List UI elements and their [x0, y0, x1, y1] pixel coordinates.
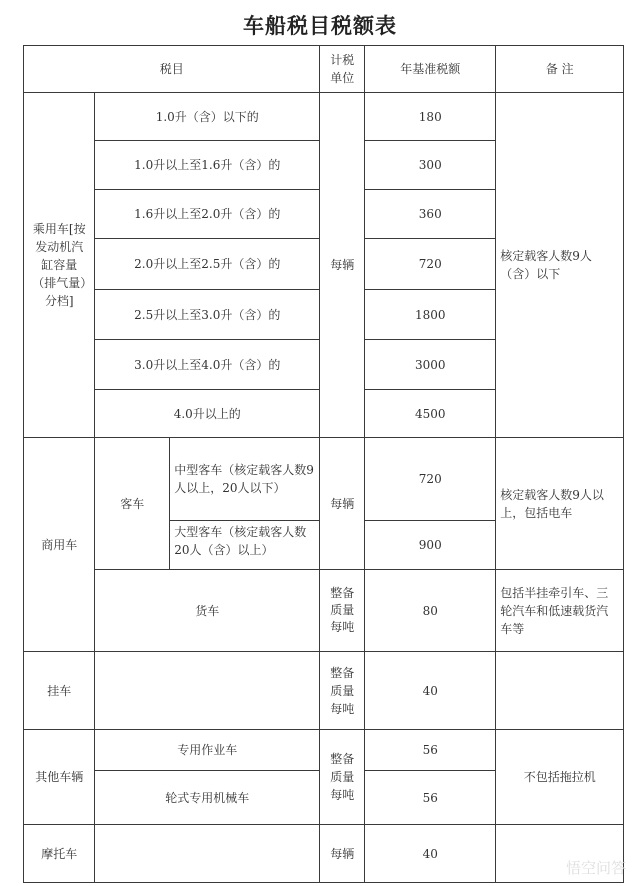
motorcycle-label: 摩托车 — [23, 824, 95, 883]
amount-cell: 720 — [364, 437, 496, 521]
other-label: 其他车辆 — [23, 729, 95, 825]
amount-cell: 4500 — [364, 389, 496, 438]
amount-cell: 40 — [364, 824, 496, 883]
table-row: 轮式专用机械车 — [94, 770, 320, 825]
empty-cell — [94, 651, 320, 730]
table-row: 1.0升以上至1.6升（含）的 — [94, 140, 320, 190]
table-row: 4.0升以上的 — [94, 389, 320, 438]
truck-remark: 包括半挂牵引车、三轮汽车和低速载货汽车等 — [495, 569, 624, 652]
other-remark: 不包括拖拉机 — [495, 729, 624, 825]
amount-cell: 300 — [364, 140, 496, 190]
truck-unit-text: 整备质量每吨 — [330, 586, 355, 635]
other-unit — [319, 729, 365, 825]
table-row: 2.5升以上至3.0升（含）的 — [94, 289, 320, 340]
header-unit-text: 计税单位 — [330, 53, 355, 86]
motorcycle-unit: 每辆 — [319, 824, 365, 883]
trailer-unit-text: 整备质量每吨 — [330, 665, 355, 716]
amount-cell: 900 — [364, 520, 496, 570]
amount-cell: 180 — [364, 92, 496, 141]
table-row: 2.0升以上至2.5升（含）的 — [94, 238, 320, 290]
truck-label: 货车 — [94, 569, 320, 652]
amount-cell: 3000 — [364, 339, 496, 390]
empty-cell — [94, 824, 320, 883]
table-row: 1.0升（含）以下的 — [94, 92, 320, 141]
bus-unit: 每辆 — [319, 437, 365, 570]
page-title: 车船税目税额表 — [243, 13, 397, 38]
passenger-remark: 核定载客人数9人（含）以下 — [495, 92, 624, 438]
table-row: 专用作业车 — [94, 729, 320, 771]
watermark: 悟空问答 — [565, 859, 626, 877]
amount-cell: 720 — [364, 238, 496, 290]
table-row: 大型客车（核定载客人数20人（含）以上） — [169, 520, 320, 570]
amount-cell: 1800 — [364, 289, 496, 340]
commercial-label: 商用车 — [23, 437, 95, 652]
truck-unit — [319, 569, 365, 652]
bus-remark: 核定载客人数9人以上，包括电车 — [495, 437, 624, 570]
header-remark: 备 注 — [495, 45, 624, 93]
passenger-label — [23, 92, 95, 438]
header-item: 税目 — [23, 45, 320, 93]
empty-cell — [495, 651, 624, 730]
amount-cell: 40 — [364, 651, 496, 730]
amount-cell: 56 — [364, 729, 496, 771]
passenger-unit: 每辆 — [319, 92, 365, 438]
table-row: 3.0升以上至4.0升（含）的 — [94, 339, 320, 390]
header-unit — [319, 45, 365, 93]
amount-cell: 56 — [364, 770, 496, 825]
amount-cell: 360 — [364, 189, 496, 239]
trailer-label: 挂车 — [23, 651, 95, 730]
amount-cell: 80 — [364, 569, 496, 652]
other-unit-text: 整备质量每吨 — [330, 752, 355, 803]
table-row: 中型客车（核定载客人数9人以上，20人以下） — [169, 437, 320, 521]
header-amount: 年基准税额 — [364, 45, 496, 93]
bus-label: 客车 — [94, 437, 170, 570]
table-row: 1.6升以上至2.0升（含）的 — [94, 189, 320, 239]
passenger-label-text: 乘用车[按发动机汽缸容量（排气量）分档] — [32, 222, 87, 309]
trailer-unit — [319, 651, 365, 730]
